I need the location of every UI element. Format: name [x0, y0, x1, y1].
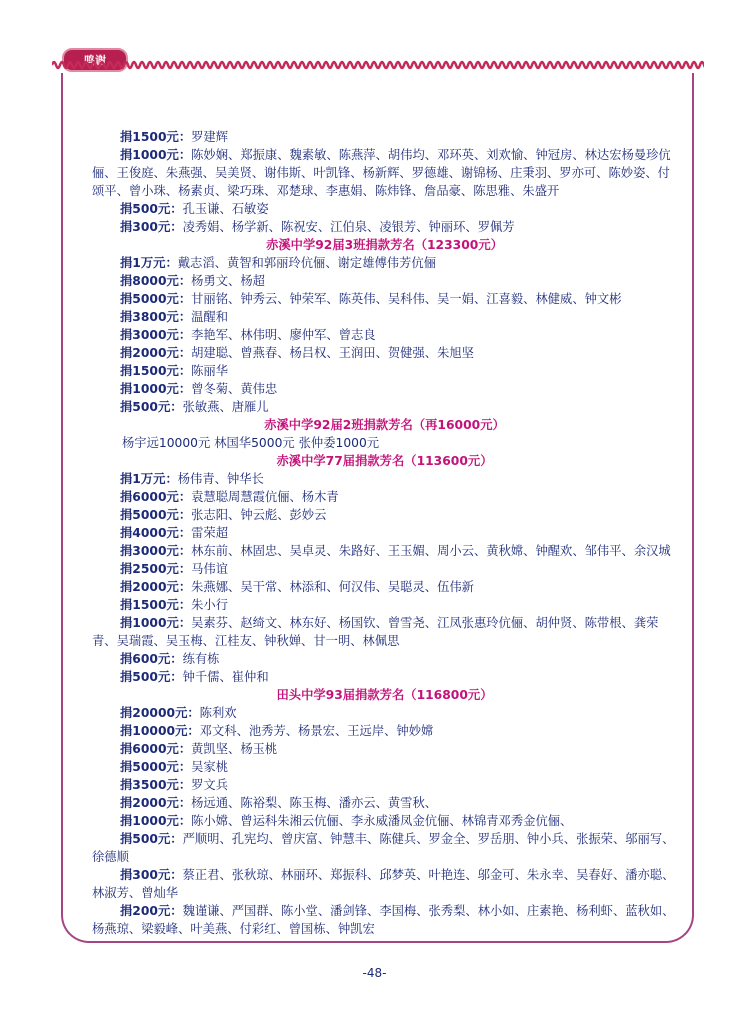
- donor-names: 张敏燕、唐雁儿: [182, 400, 269, 414]
- donor-names: 孔玉谦、石敏姿: [182, 202, 269, 216]
- donor-entry: [92, 290, 677, 308]
- section-heading: 赤溪中学77届捐款芳名（113600元）: [276, 454, 493, 468]
- donor-names: 吴家桃: [191, 760, 229, 774]
- donor-names: 温醒和: [191, 310, 229, 324]
- donor-entry: [92, 794, 677, 812]
- donor-names: 练有栋: [182, 652, 220, 666]
- donor-names: 杨远通、陈裕梨、陈玉梅、潘亦云、黄雪秋、: [191, 796, 438, 810]
- donation-amount: 捐500元：: [120, 670, 183, 684]
- donor-names: 凌秀娟、杨学新、陈祝安、江伯泉、凌银芳、钟丽环、罗佩芳: [182, 220, 515, 234]
- donation-amount: 捐200元：: [120, 904, 183, 918]
- donor-entry: [92, 362, 677, 380]
- donation-amount: 捐500元：: [120, 202, 183, 216]
- donor-entry: [92, 524, 677, 542]
- donor-entry: [92, 470, 677, 488]
- donation-amount: 捐6000元：: [120, 490, 192, 504]
- donor-entry: [92, 380, 677, 398]
- donation-amount: 捐3800元：: [120, 310, 192, 324]
- donation-amount: 捐2000元：: [120, 580, 192, 594]
- donor-names: 陈丽华: [191, 364, 229, 378]
- donor-list: [92, 128, 677, 938]
- donation-amount: 捐4000元：: [120, 526, 192, 540]
- donor-entry: [92, 542, 677, 560]
- section-heading: 赤溪中学92届3班捐款芳名（123300元）: [266, 238, 503, 252]
- donor-entry: [92, 758, 677, 776]
- donor-entry: [92, 344, 677, 362]
- donor-entry: [92, 254, 677, 272]
- section-tab-label: 鸣谢: [84, 54, 106, 67]
- donation-amount: 捐1500元：: [120, 364, 192, 378]
- donor-names: 李艳军、林伟明、廖仲军、曾志良: [191, 328, 376, 342]
- donor-names: 罗建辉: [191, 130, 229, 144]
- section-heading: 田头中学93届捐款芳名（116800元）: [276, 688, 493, 702]
- donor-entry: [92, 722, 677, 740]
- donor-entry: [92, 650, 677, 668]
- donation-amount: 捐5000元：: [120, 508, 192, 522]
- donation-amount: 捐3000元：: [120, 544, 192, 558]
- donor-entry: [92, 776, 677, 794]
- donor-entry: [92, 668, 677, 686]
- donor-names: 林东前、林固忠、吴卓灵、朱路好、王玉媚、周小云、黄秋嫦、钟醒欢、邹伟平、余汉城: [191, 544, 671, 558]
- donor-names: 严顺明、孔宪均、曾庆富、钟慧丰、陈健兵、罗金全、罗岳朋、钟小兵、张振荣、邬丽写、徐德顺: [92, 832, 675, 864]
- donor-names: 陈利欢: [199, 706, 237, 720]
- donor-entry: [92, 614, 677, 650]
- donation-amount: 捐5000元：: [120, 292, 192, 306]
- section-heading: 赤溪中学92届2班捐款芳名（再16000元）: [264, 418, 505, 432]
- donation-amount: 捐500元：: [120, 400, 183, 414]
- donor-entry: [92, 596, 677, 614]
- donation-amount: 捐1000元：: [120, 616, 192, 630]
- donor-entry: [92, 830, 677, 866]
- donation-amount: 捐500元：: [120, 832, 183, 846]
- donor-entry: [92, 902, 677, 938]
- donor-entry: [92, 146, 677, 200]
- donation-amount: 捐1万元：: [120, 256, 178, 270]
- donor-entry: [92, 578, 677, 596]
- donor-entry: [92, 704, 677, 722]
- donation-amount: 捐10000元：: [120, 724, 200, 738]
- donor-names: 戴志滔、黄智和郭丽玲伉俪、谢定雄傅伟芳伉俪: [177, 256, 436, 270]
- donor-names: 陈小嫦、曾运科朱湘云伉俪、李永威潘凤金伉俪、林锦青邓秀金伉俪、: [191, 814, 573, 828]
- donation-amount: 捐600元：: [120, 652, 183, 666]
- donor-names: 魏谨谦、严国群、陈小堂、潘剑锋、李国梅、张秀梨、林小如、庄素艳、杨利虾、蓝秋如、杨燕琼、梁毅峰、叶美燕、付彩红、曾国栋、钟凯宏: [92, 904, 675, 936]
- donor-names: 吴素芬、赵绮文、林东好、杨国钦、曾雪尧、江凤张惠玲伉俪、胡仲贤、陈带根、龚荣青、吴瑞霞、吴玉梅、江桂友、钟秋婵、甘一明、林佩思: [92, 616, 659, 648]
- donation-amount: 捐8000元：: [120, 274, 192, 288]
- donor-names: 黄凯坚、杨玉桃: [191, 742, 278, 756]
- donor-names: 袁慧聪周慧霞伉俪、杨木青: [191, 490, 339, 504]
- donation-amount: 捐20000元：: [120, 706, 200, 720]
- donation-amount: 捐2500元：: [120, 562, 192, 576]
- donor-names: 杨伟青、钟华长: [177, 472, 264, 486]
- donor-entry: [92, 128, 677, 146]
- donation-amount: 捐6000元：: [120, 742, 192, 756]
- donor-entry: [92, 488, 677, 506]
- donor-names: 雷荣超: [191, 526, 229, 540]
- donor-names: 邓文科、池秀芳、杨景宏、王远岸、钟妙嫦: [199, 724, 434, 738]
- donor-entry: [92, 506, 677, 524]
- donor-names: 杨勇文、杨超: [191, 274, 265, 288]
- donation-amount: 捐1万元：: [120, 472, 178, 486]
- donation-amount: 捐5000元：: [120, 760, 192, 774]
- donation-amount: 捐3000元：: [120, 328, 192, 342]
- donor-names: 张志阳、钟云彪、彭妙云: [191, 508, 327, 522]
- donor-names: 甘丽铭、钟秀云、钟荣军、陈英伟、吴科伟、吴一娟、江喜毅、林健威、钟文彬: [191, 292, 622, 306]
- decorative-wave-border: [52, 58, 704, 72]
- donation-amount: 捐1000元：: [120, 382, 192, 396]
- donor-names: 朱燕娜、吴干常、林添和、何汉伟、吴聪灵、伍伟新: [191, 580, 474, 594]
- donor-entry: [92, 866, 677, 902]
- donor-names: 胡建聪、曾燕春、杨吕权、王润田、贺健强、朱旭坚: [191, 346, 474, 360]
- donor-line-plain: 杨宇远10000元 林国华5000元 张仲委1000元: [122, 436, 380, 450]
- donor-names: 曾冬菊、黄伟忠: [191, 382, 278, 396]
- donation-amount: 捐1500元：: [120, 598, 192, 612]
- donor-names: 马伟谊: [191, 562, 229, 576]
- donation-amount: 捐3500元：: [120, 778, 192, 792]
- donor-entry: [92, 398, 677, 416]
- donor-names: 蔡正君、张秋琼、林丽环、郑振科、邱梦英、叶艳连、邬金可、朱永幸、吴春好、潘亦聪、林淑芳、曾灿华: [92, 868, 675, 900]
- donor-entry: [92, 272, 677, 290]
- donor-names: 陈妙娴、郑振康、魏素敏、陈燕萍、胡伟均、邓环英、刘欢愉、钟冠房、林达宏杨曼珍伉俪、王俊庭、朱燕强、吴美贤、谢伟斯、叶凯锋、杨新辉、罗德雄、谢锦杨、庄秉羽、罗亦可、陈妙姿、付颂平、曾小珠、杨素贞、梁巧珠、邓楚球、李惠娟、陈炜锋、詹品豪、陈思雅、朱盛开: [92, 148, 671, 198]
- donor-names: 罗文兵: [191, 778, 229, 792]
- donation-amount: 捐300元：: [120, 868, 183, 882]
- donor-entry: [92, 560, 677, 578]
- donation-amount: 捐1500元：: [120, 130, 192, 144]
- page-number: -48-: [362, 966, 387, 980]
- donation-amount: 捐300元：: [120, 220, 183, 234]
- donor-entry: [92, 218, 677, 236]
- donor-entry: [92, 326, 677, 344]
- donation-amount: 捐1000元：: [120, 814, 192, 828]
- donation-amount: 捐2000元：: [120, 346, 192, 360]
- donor-entry: [92, 308, 677, 326]
- donor-entry: [92, 740, 677, 758]
- donation-amount: 捐1000元：: [120, 148, 192, 162]
- donor-names: 钟千儒、崔仲和: [182, 670, 269, 684]
- donor-entry: [92, 812, 677, 830]
- donation-amount: 捐2000元：: [120, 796, 192, 810]
- donor-names: 朱小行: [191, 598, 229, 612]
- donor-entry: [92, 200, 677, 218]
